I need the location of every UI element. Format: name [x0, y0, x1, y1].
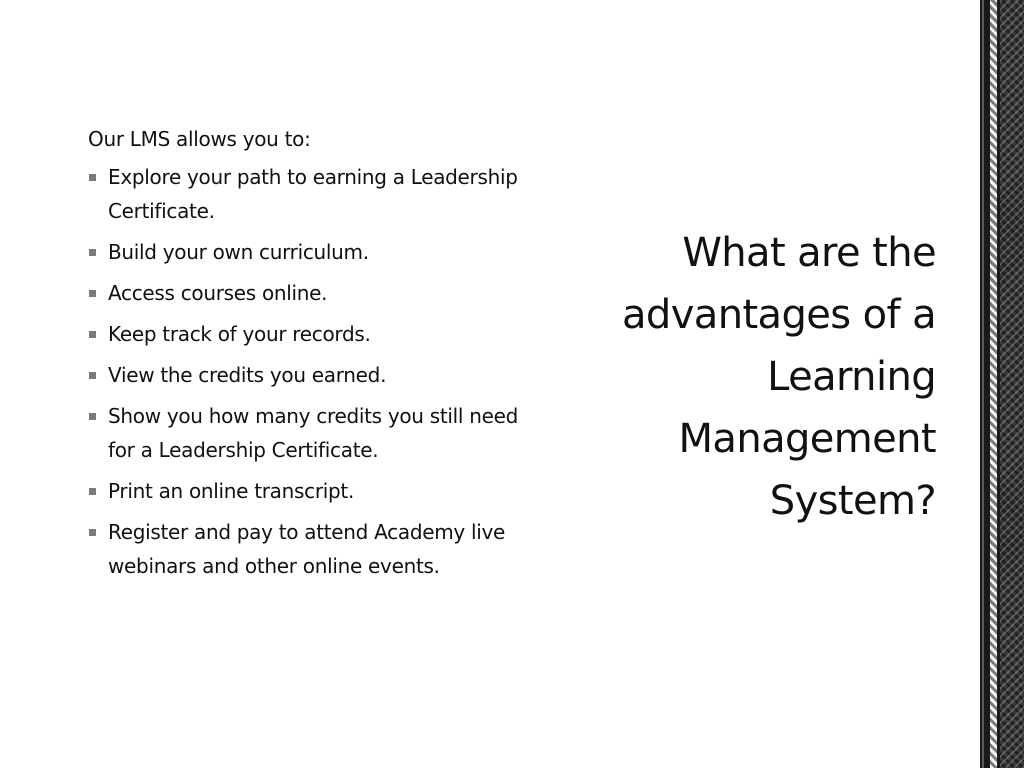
- side-pattern-light: [990, 0, 997, 768]
- square-bullet-icon: [89, 174, 96, 181]
- bullet-list: [88, 160, 538, 583]
- intro-text: Our LMS allows you to:: [88, 127, 311, 151]
- square-bullet-icon: [89, 413, 96, 420]
- list-item-text: Keep track of your records.: [108, 322, 371, 346]
- side-pattern-dark: [1000, 0, 1024, 768]
- list-item-text: Register and pay to attend Academy live webinars and other online events.: [108, 520, 506, 578]
- square-bullet-icon: [89, 249, 96, 256]
- square-bullet-icon: [89, 331, 96, 338]
- list-item: [88, 317, 538, 351]
- list-item: [88, 399, 538, 467]
- list-item: [88, 235, 538, 269]
- list-item: [88, 160, 538, 228]
- square-bullet-icon: [89, 290, 96, 297]
- list-item: [88, 358, 538, 392]
- side-decoration: [980, 0, 1024, 768]
- list-item-text: Access courses online.: [108, 281, 328, 305]
- list-item-text: Show you how many credits you still need for a Leadership Certificate.: [108, 404, 518, 462]
- list-item: [88, 276, 538, 310]
- list-item-text: View the credits you earned.: [108, 363, 387, 387]
- list-item: [88, 474, 538, 508]
- slide-title: What are the advantages of a Learning Management System?: [622, 230, 936, 524]
- square-bullet-icon: [89, 372, 96, 379]
- list-item: [88, 515, 538, 583]
- list-item-text: Build your own curriculum.: [108, 240, 369, 264]
- list-item-text: Explore your path to earning a Leadership Certificate.: [108, 165, 518, 223]
- square-bullet-icon: [89, 529, 96, 536]
- square-bullet-icon: [89, 488, 96, 495]
- side-edge-line: [982, 0, 984, 768]
- list-item-text: Print an online transcript.: [108, 479, 355, 503]
- content-area: [88, 122, 538, 590]
